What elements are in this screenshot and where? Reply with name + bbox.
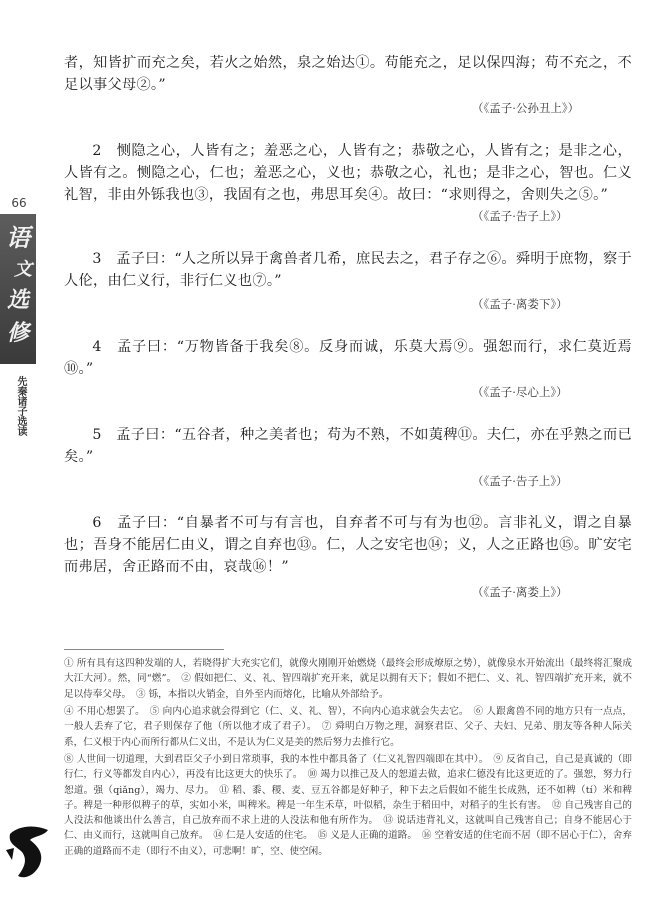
passage-source: （《孟子·离娄上》） <box>472 585 568 599</box>
passage-source: （《孟子·公孙丑上》） <box>472 101 580 115</box>
passage-text: 6 孟子曰：“自暴者不可与有言也，自弃者不可与有为也⑫。言非礼义，谓之自暴也；吾身不能居仁由义，谓之自弃也⑬。仁，人之安宅也⑭；义，人之正路也⑮。旷安宅而弗居，舍正路而不由，哀哉⑯！” <box>64 515 632 575</box>
passage-text: 2 恻隐之心，人皆有之；羞恶之心，人皆有之；恭敬之心，人皆有之；是非之心，人皆有之。恻隐之心，仁也；羞恶之心，义也；恭敬之心，礼也；是非之心，智也。仁义礼智，非由外铄我也③，我固有之也，弗思耳矣④。故曰：“求则得之，舍则失之⑤。” <box>64 143 632 203</box>
series-title-char: 修 <box>6 320 29 346</box>
footnote-divider <box>64 649 224 650</box>
footnote-block: ① 所有具有这四种发端的人，若晓得扩大充实它们，就像火刚刚开始燃烧（最终会形成燎原之势），就像泉水开始流出（最终将汇聚成大江大河）。然，同“燃”。 ② 假如把仁、义、礼、智四端扩充开来，就足以拥有天下；假如不把仁、义、礼、智四端扩充开来，就不足以侍奉父母。 ③ 铄，本指以火销金，自外至内而熔化，比喻从外部给予。 <box>64 658 632 700</box>
passage-source: （《孟子·告子上》） <box>472 209 568 223</box>
series-title-band <box>0 214 36 364</box>
series-title-char: 语 <box>6 223 30 252</box>
passage-text: 5 孟子曰：“五谷者，种之美者也；苟为不熟，不如荑稗⑪。夫仁，亦在乎熟之而已矣。” <box>64 427 632 465</box>
passage-source: （《孟子·尽心上》） <box>472 385 568 399</box>
passage-text: 4 孟子曰：“万物皆备于我矣⑧。反身而诚，乐莫大焉⑨。强恕而行，求仁莫近焉⑩。” <box>64 339 632 377</box>
ink-brush-decoration <box>4 820 54 882</box>
passage-source: （《孟子·离娄下》） <box>472 297 568 311</box>
passage-text: 3 孟子曰：“人之所以异于禽兽者几希，庶民去之，君子存之⑥。舜明于庶物，察于人伦，由仁义行，非行仁义也⑦。” <box>64 251 632 289</box>
series-title-char: 选 <box>6 287 29 313</box>
series-title-char: 文 <box>14 259 32 280</box>
book-subtitle: 先秦诸子选读 <box>15 376 26 436</box>
page-number: 66 <box>11 196 27 210</box>
footnote-block: ④ 不用心想罢了。 ⑤ 向内心追求就会得到它（仁、义、礼、智），不向内心追求就会失去它。 ⑥ 人跟禽兽不同的地方只有一点点，一般人丢弃了它，君子则保存了他（所以他才成了君子）。 ⑦ 舜明白万物之理，洞察君臣、父子、夫妇、兄弟、朋友等各种人际关系，仁义根于内心而所行都从仁义出，不是认为仁义是美的然后努力去推行它。 <box>64 706 632 748</box>
passage-text: 者，知皆扩而充之矣，若火之始然，泉之始达①。苟能充之，足以保四海；苟不充之，不足以事父母②。” <box>64 55 632 93</box>
passage-source: （《孟子·告子上》） <box>472 474 568 488</box>
footnote-block: ⑧ 人世间一切道理，大到君臣父子小到日常琐事，我的本性中都具备了（仁义礼智四端即在其中）。 ⑨ 反省自己，自己是真诚的（即行仁，行义等都发自内心），再没有比这更大的快乐了。 ⑩ 竭力以推己及人的恕道去做，追求仁德没有比这更近的了。强恕，努力行恕道。强（qiǎng），竭力、尽力。 ⑪ 稻、黍、稷、麦、豆五谷都是好种子，种下去之后假如不能生长成熟，还不如稗（tí）米和稗子。稗是一种形似稗子的草，实如小米，叫稗米。稗是一年生禾草，叶似稻，杂生于稻田中，对稻子的生长有害。 ⑫ 自己残害自己的人没法和他谈出什么善言，自己放弃而不求上进的人没法和他有所作为。 ⑬ 说话违背礼义，这就叫自己残害自己；自身不能居心于仁、由义而行，这就叫自己放弃。 ⑭ 仁是人安适的住宅。 ⑮ 义是人正确的道路。 ⑯ 空着安适的住宅而不居（即不居心于仁），舍弃正确的道路而不走（即行不由义），可悲啊！旷，空、使空闲。 <box>64 754 632 857</box>
